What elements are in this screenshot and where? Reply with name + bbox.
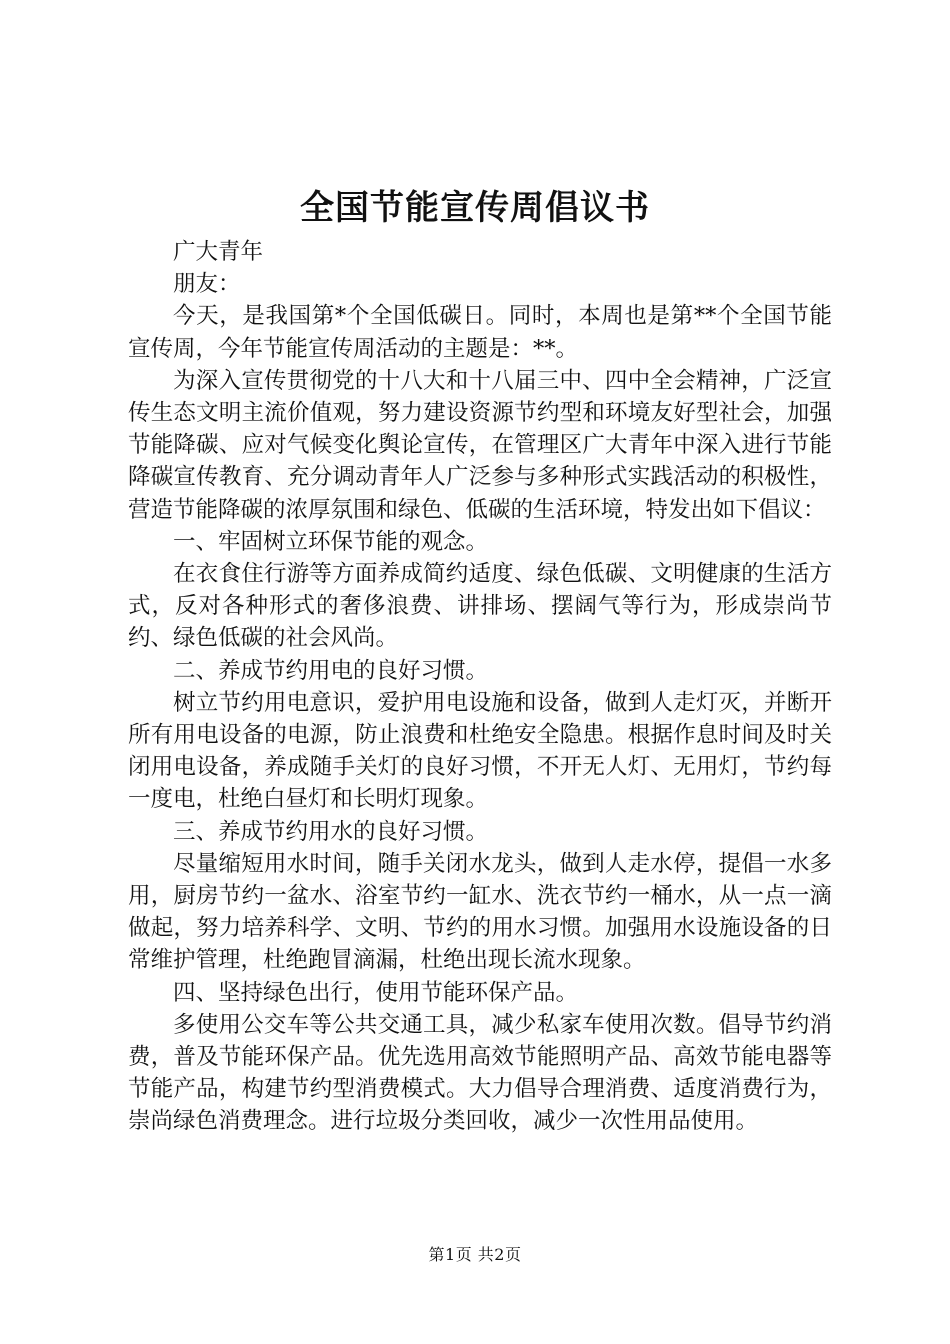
salutation-line-1: 广大青年 [173,239,264,265]
section-heading-3: 三、养成节约用水的良好习惯。 [173,818,489,845]
intro-paragraph: 今天，是我国第*个全国低碳日。同时，本周也是第**个全国节能宣传周，今年节能宣传周活动的主题是：**。 [128,303,832,362]
section-body-2: 树立节约用电意识，爱护用电设施和设备，做到人走灯灭，并断开所有用电设备的电源，防止浪费和杜绝安全隐患。根据作息时间及时关闭用电设备，养成随手关灯的良好习惯，不开无人灯、无用灯，节约每一度电，杜绝白昼灯和长明灯现象。 [128,689,832,813]
section-heading-1: 一、牢固树立环保节能的观念。 [173,528,489,555]
section-body-1: 在衣食住行游等方面养成简约适度、绿色低碳、文明健康的生活方式，反对各种形式的奢侈浪费、讲排场、摆阔气等行为，形成崇尚节约、绿色低碳的社会风尚。 [128,561,832,652]
document-title: 全国节能宣传周倡议书 [300,188,650,228]
salutation-line-2: 朋友： [173,271,241,298]
page-footer: 第1页 共2页 [428,1245,522,1264]
section-body-4: 多使用公交车等公共交通工具，减少私家车使用次数。倡导节约消费，普及节能环保产品。优先选用高效节能照明产品、高效节能电器等节能产品，构建节约型消费模式。大力倡导合理消费、适度消费行为，崇尚绿色消费理念。进行垃圾分类回收，减少一次性用品使用。 [128,1011,832,1135]
purpose-paragraph: 为深入宣传贯彻党的十八大和十八届三中、四中全会精神，广泛宣传生态文明主流价值观，努力建设资源节约型和环境友好型社会，加强节能降碳、应对气候变化舆论宣传，在管理区广大青年中深入进行节能降碳宣传教育、充分调动青年人广泛参与多种形式实践活动的积极性，营造节能降碳的浓厚氛围和绿色、低碳的生活环境，特发出如下倡议： [128,367,832,523]
section-heading-2: 二、养成节约用电的良好习惯。 [173,657,489,684]
section-body-3: 尽量缩短用水时间，随手关闭水龙头，做到人走水停，提倡一水多用，厨房节约一盆水、浴室节约一缸水、洗衣节约一桶水，从一点一滴做起，努力培养科学、文明、节约的用水习惯。加强用水设施设备的日常维护管理，杜绝跑冒滴漏，杜绝出现长流水现象。 [128,850,832,974]
section-heading-4: 四、坚持绿色出行，使用节能环保产品。 [173,979,579,1006]
document-body [128,236,832,1138]
